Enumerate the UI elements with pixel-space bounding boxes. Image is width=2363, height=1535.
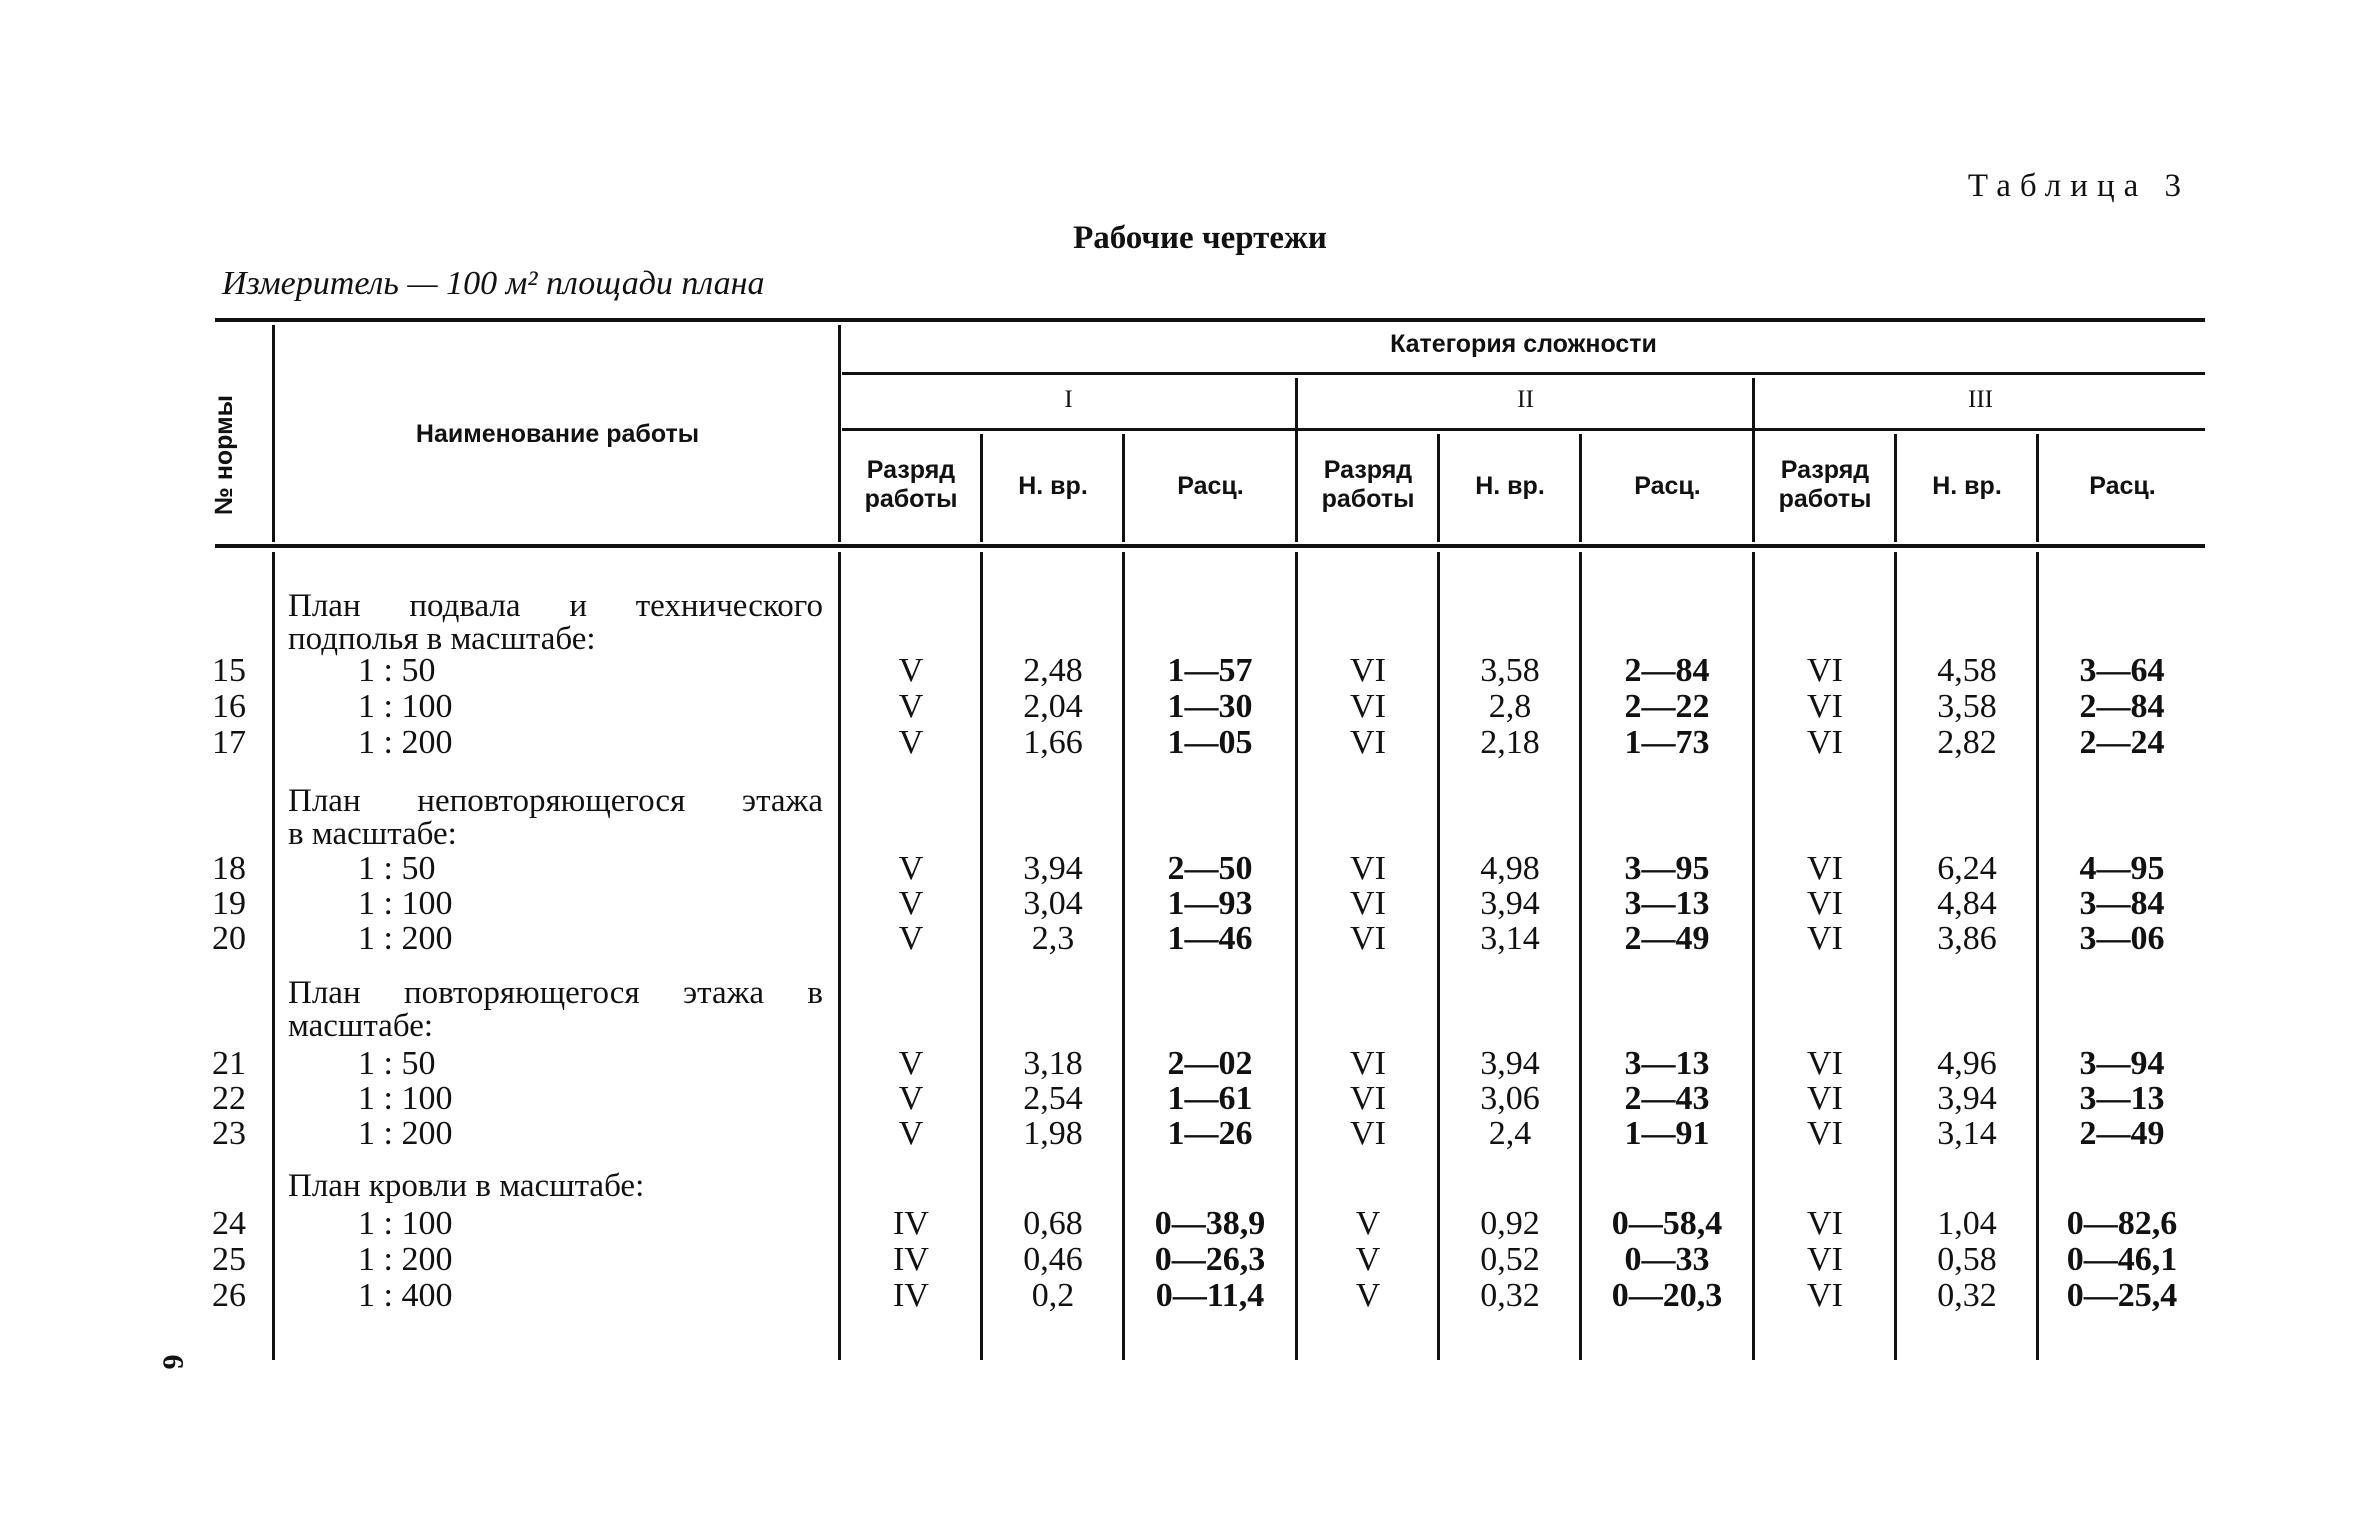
time-cell: 4,84 xyxy=(1937,885,1997,922)
grade-cell: V xyxy=(898,1115,924,1152)
pay-cell: 1—57 xyxy=(1167,652,1253,689)
time-cell: 2,04 xyxy=(1023,688,1083,725)
pay-cell: 1—46 xyxy=(1167,920,1253,957)
pay-cell: 0—38,9 xyxy=(1154,1205,1266,1242)
norm-number: 26 xyxy=(212,1277,246,1314)
table-title: Рабочие чертежи xyxy=(1073,220,1327,256)
group-title: План кровли в масштабе: xyxy=(288,1168,645,1204)
group-title: подполья в масштабе: xyxy=(288,621,596,657)
time-cell: 3,58 xyxy=(1937,688,1997,725)
grade-cell: VI xyxy=(1807,688,1843,725)
grade-cell: VI xyxy=(1807,1277,1843,1314)
group-title: План неповторяющегося этажа xyxy=(288,783,823,819)
pay-cell: 3—13 xyxy=(2079,1080,2165,1117)
pay-cell: 3—13 xyxy=(1624,1045,1710,1082)
header-grade-line1: Разряд xyxy=(1323,456,1413,484)
time-cell: 2,3 xyxy=(1031,920,1075,957)
scale-label: 1 : 200 xyxy=(358,1115,453,1152)
scale-label: 1 : 400 xyxy=(358,1277,453,1314)
pay-cell: 1—93 xyxy=(1167,885,1253,922)
grade-cell: VI xyxy=(1807,1080,1843,1117)
grade-cell: VI xyxy=(1807,1115,1843,1152)
grade-cell: VI xyxy=(1350,920,1386,957)
category-divider xyxy=(1752,378,1755,542)
time-cell: 2,8 xyxy=(1488,688,1532,725)
time-cell: 3,14 xyxy=(1937,1115,1997,1152)
pay-cell: 0—33 xyxy=(1624,1241,1710,1278)
time-cell: 1,66 xyxy=(1023,724,1083,761)
header-category-1: I xyxy=(1064,386,1073,413)
grade-cell: VI xyxy=(1807,920,1843,957)
header-pay: Расц. xyxy=(1177,472,1244,500)
grade-cell: V xyxy=(898,885,924,922)
pay-cell: 3—95 xyxy=(1624,850,1710,887)
time-cell: 4,58 xyxy=(1937,652,1997,689)
body-col-divider xyxy=(1437,552,1440,1360)
header-grade-line2: работы xyxy=(1321,485,1415,513)
header-work-name: Наименование работы xyxy=(415,420,700,448)
time-cell: 3,14 xyxy=(1480,920,1540,957)
pay-cell: 1—73 xyxy=(1624,724,1710,761)
grade-cell: VI xyxy=(1350,1045,1386,1082)
pay-cell: 2—24 xyxy=(2079,724,2165,761)
page-number: 6 xyxy=(156,1354,190,1370)
time-cell: 0,32 xyxy=(1937,1277,1997,1314)
subcol-divider xyxy=(1122,434,1125,542)
header-grade-line1: Разряд xyxy=(866,456,956,484)
grade-cell: V xyxy=(898,850,924,887)
body-col-divider xyxy=(272,552,275,1360)
subcol-divider xyxy=(1579,434,1582,542)
complexity-rule xyxy=(842,372,2205,375)
header-norm-no: № нормы xyxy=(210,395,238,515)
grade-cell: VI xyxy=(1807,1241,1843,1278)
pay-cell: 1—91 xyxy=(1624,1115,1710,1152)
grade-cell: VI xyxy=(1807,885,1843,922)
header-category-2: II xyxy=(1517,386,1534,413)
grade-cell: V xyxy=(898,920,924,957)
time-cell: 6,24 xyxy=(1937,850,1997,887)
category-rule xyxy=(842,428,2205,431)
body-col-divider xyxy=(1752,552,1755,1360)
pay-cell: 0—11,4 xyxy=(1155,1277,1265,1314)
subcol-divider xyxy=(2036,434,2039,542)
grade-cell: VI xyxy=(1350,850,1386,887)
header-grade-line1: Разряд xyxy=(1780,456,1870,484)
time-cell: 0,92 xyxy=(1480,1205,1540,1242)
header-time: Н. вр. xyxy=(1932,472,2002,500)
header-grade-line2: работы xyxy=(1778,485,1872,513)
pay-cell: 0—25,4 xyxy=(2066,1277,2178,1314)
header-pay: Расц. xyxy=(2089,472,2156,500)
scale-label: 1 : 200 xyxy=(358,724,453,761)
norm-number: 20 xyxy=(212,920,246,957)
time-cell: 0,2 xyxy=(1031,1277,1075,1314)
time-cell: 3,94 xyxy=(1937,1080,1997,1117)
header-grade xyxy=(842,456,980,514)
pay-cell: 0—82,6 xyxy=(2066,1205,2178,1242)
pay-cell: 0—46,1 xyxy=(2066,1241,2178,1278)
table-top-rule xyxy=(215,318,2205,322)
grade-cell: V xyxy=(898,688,924,725)
grade-cell: V xyxy=(898,652,924,689)
norm-number: 24 xyxy=(212,1205,246,1242)
time-cell: 3,58 xyxy=(1480,652,1540,689)
scale-label: 1 : 100 xyxy=(358,1080,453,1117)
header-grade-line2: работы xyxy=(864,485,958,513)
scale-label: 1 : 50 xyxy=(358,1045,436,1082)
grade-cell: V xyxy=(898,1045,924,1082)
subcol-divider xyxy=(1437,434,1440,542)
header-time: Н. вр. xyxy=(1475,472,1545,500)
norm-number: 15 xyxy=(212,652,246,689)
pay-cell: 0—20,3 xyxy=(1611,1277,1723,1314)
norm-number: 16 xyxy=(212,688,246,725)
pay-cell: 2—22 xyxy=(1624,688,1710,725)
norm-number: 25 xyxy=(212,1241,246,1278)
pay-cell: 3—13 xyxy=(1624,885,1710,922)
body-col-divider xyxy=(980,552,983,1360)
scale-label: 1 : 100 xyxy=(358,688,453,725)
category-divider xyxy=(1295,378,1298,542)
pay-cell: 3—06 xyxy=(2079,920,2165,957)
scale-label: 1 : 50 xyxy=(358,652,436,689)
body-col-divider xyxy=(1295,552,1298,1360)
grade-cell: VI xyxy=(1350,1115,1386,1152)
time-cell: 3,86 xyxy=(1937,920,1997,957)
scale-label: 1 : 200 xyxy=(358,920,453,957)
header-grade xyxy=(1756,456,1894,514)
time-cell: 3,18 xyxy=(1023,1045,1083,1082)
pay-cell: 3—94 xyxy=(2079,1045,2165,1082)
grade-cell: VI xyxy=(1350,688,1386,725)
time-cell: 3,06 xyxy=(1480,1080,1540,1117)
norm-number: 18 xyxy=(212,850,246,887)
col-divider xyxy=(838,325,841,542)
pay-cell: 1—30 xyxy=(1167,688,1253,725)
time-cell: 3,94 xyxy=(1480,1045,1540,1082)
grade-cell: V xyxy=(898,1080,924,1117)
col-divider xyxy=(272,325,275,542)
pay-cell: 1—61 xyxy=(1167,1080,1253,1117)
time-cell: 2,54 xyxy=(1023,1080,1083,1117)
measurement-unit: Измеритель — 100 м² площади плана xyxy=(222,265,765,302)
pay-cell: 2—43 xyxy=(1624,1080,1710,1117)
body-col-divider xyxy=(838,552,841,1360)
header-bottom-rule xyxy=(215,544,2205,548)
header-time: Н. вр. xyxy=(1018,472,1088,500)
time-cell: 2,82 xyxy=(1937,724,1997,761)
pay-cell: 2—50 xyxy=(1167,850,1253,887)
pay-cell: 0—26,3 xyxy=(1154,1241,1266,1278)
norm-number: 22 xyxy=(212,1080,246,1117)
grade-cell: IV xyxy=(893,1277,929,1314)
grade-cell: V xyxy=(1355,1205,1381,1242)
grade-cell: VI xyxy=(1350,652,1386,689)
grade-cell: VI xyxy=(1807,652,1843,689)
norm-number: 23 xyxy=(212,1115,246,1152)
grade-cell: VI xyxy=(1350,1080,1386,1117)
pay-cell: 0—58,4 xyxy=(1611,1205,1723,1242)
body-col-divider xyxy=(1894,552,1897,1360)
scale-label: 1 : 200 xyxy=(358,1241,453,1278)
scale-label: 1 : 100 xyxy=(358,1205,453,1242)
time-cell: 0,52 xyxy=(1480,1241,1540,1278)
grade-cell: VI xyxy=(1350,724,1386,761)
norm-number: 21 xyxy=(212,1045,246,1082)
time-cell: 3,04 xyxy=(1023,885,1083,922)
grade-cell: VI xyxy=(1807,850,1843,887)
header-grade xyxy=(1299,456,1437,514)
time-cell: 0,46 xyxy=(1023,1241,1083,1278)
pay-cell: 2—02 xyxy=(1167,1045,1253,1082)
time-cell: 3,94 xyxy=(1480,885,1540,922)
grade-cell: V xyxy=(1355,1277,1381,1314)
time-cell: 2,48 xyxy=(1023,652,1083,689)
grade-cell: IV xyxy=(893,1241,929,1278)
grade-cell: VI xyxy=(1807,1045,1843,1082)
pay-cell: 1—26 xyxy=(1167,1115,1253,1152)
pay-cell: 2—84 xyxy=(1624,652,1710,689)
time-cell: 0,68 xyxy=(1023,1205,1083,1242)
pay-cell: 2—49 xyxy=(2079,1115,2165,1152)
pay-cell: 2—49 xyxy=(1624,920,1710,957)
time-cell: 2,18 xyxy=(1480,724,1540,761)
time-cell: 0,32 xyxy=(1480,1277,1540,1314)
grade-cell: V xyxy=(898,724,924,761)
time-cell: 1,04 xyxy=(1937,1205,1997,1242)
pay-cell: 1—05 xyxy=(1167,724,1253,761)
group-title: масштабе: xyxy=(288,1008,434,1044)
grade-cell: VI xyxy=(1807,1205,1843,1242)
time-cell: 4,96 xyxy=(1937,1045,1997,1082)
pay-cell: 3—84 xyxy=(2079,885,2165,922)
group-title: План подвала и технического xyxy=(288,588,823,624)
group-title: в масштабе: xyxy=(288,816,457,852)
grade-cell: V xyxy=(1355,1241,1381,1278)
pay-cell: 3—64 xyxy=(2079,652,2165,689)
grade-cell: VI xyxy=(1807,724,1843,761)
header-complexity: Категория сложности xyxy=(1390,330,1657,358)
pay-cell: 4—95 xyxy=(2079,850,2165,887)
scale-label: 1 : 100 xyxy=(358,885,453,922)
grade-cell: IV xyxy=(893,1205,929,1242)
time-cell: 4,98 xyxy=(1480,850,1540,887)
group-title: План повторяющегося этажа в xyxy=(288,975,823,1011)
norm-number: 17 xyxy=(212,724,246,761)
subcol-divider xyxy=(1894,434,1897,542)
header-category-3: III xyxy=(1968,386,1993,413)
norm-number: 19 xyxy=(212,885,246,922)
header-pay: Расц. xyxy=(1634,472,1701,500)
time-cell: 3,94 xyxy=(1023,850,1083,887)
grade-cell: VI xyxy=(1350,885,1386,922)
pay-cell: 2—84 xyxy=(2079,688,2165,725)
table-label: Таблица 3 xyxy=(1967,168,2190,204)
time-cell: 0,58 xyxy=(1937,1241,1997,1278)
subcol-divider xyxy=(980,434,983,542)
time-cell: 2,4 xyxy=(1488,1115,1532,1152)
scale-label: 1 : 50 xyxy=(358,850,436,887)
time-cell: 1,98 xyxy=(1023,1115,1083,1152)
